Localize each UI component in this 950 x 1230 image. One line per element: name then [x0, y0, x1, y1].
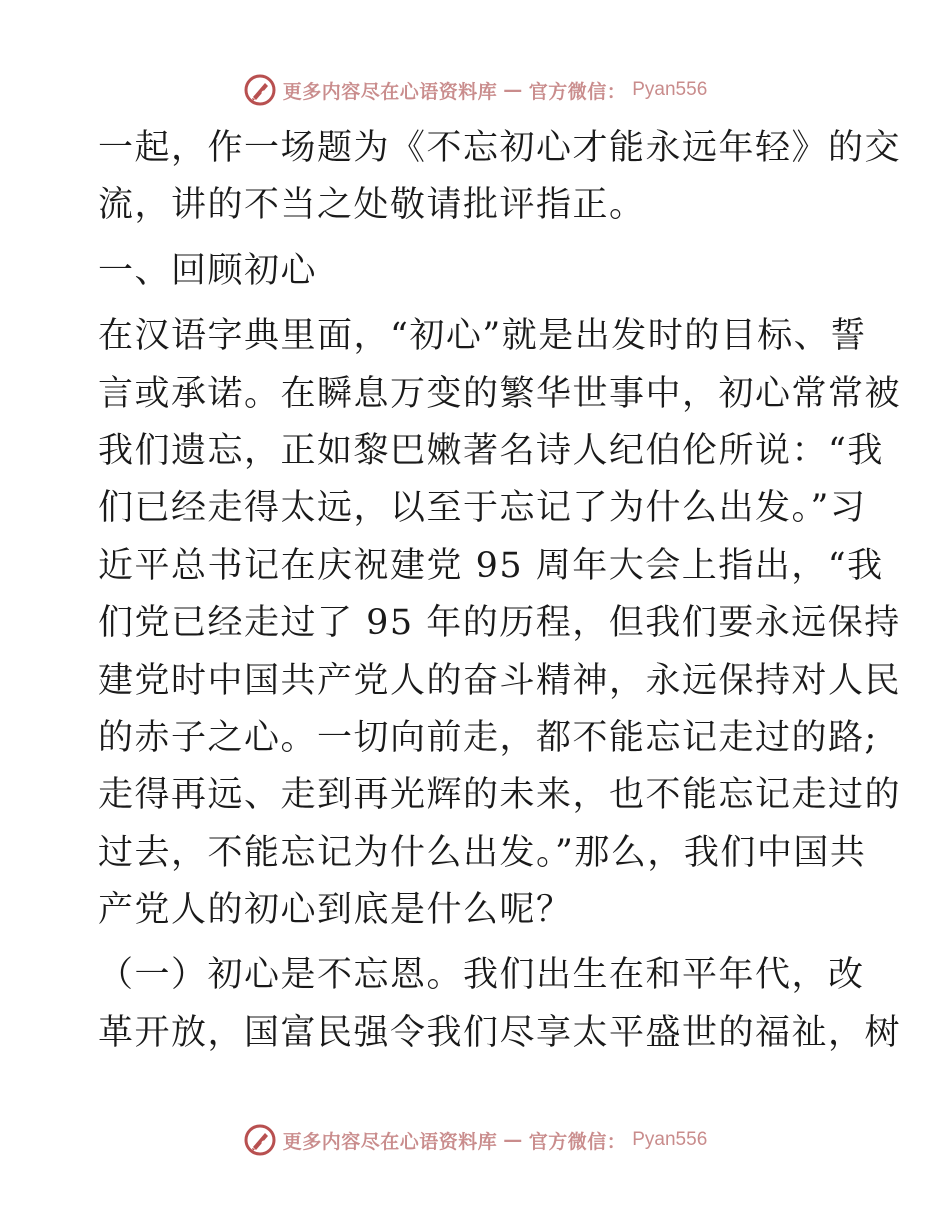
section-heading: [98, 243, 850, 300]
watermark-header: [0, 70, 950, 110]
paragraph-gratitude: [98, 947, 902, 1062]
text-line: 革开放，国富民强令我们尽享太平盛世的福祉，树: [98, 1012, 902, 1053]
pen-nib-icon: [243, 1123, 277, 1157]
watermark-text: 更多内容尽在心语资料库: [282, 1130, 498, 1153]
text-line: 言或承诺。在瞬息万变的繁华世事中，初心常常被: [98, 373, 902, 414]
text-line: 近平总书记在庆祝建党 95 周年大会上指出，“我: [98, 545, 884, 586]
text-line: 产党人的初心到底是什么呢？: [98, 890, 573, 931]
text-line: 们党已经走过了 95 年的历程，但我们要永远保持: [98, 603, 901, 644]
text-line: 们已经走得太远，以至于忘记了为什么出发。”习: [98, 488, 867, 529]
watermark-dash: —: [503, 1129, 523, 1151]
heading-line: 一、回顾初心: [98, 250, 318, 291]
text-line: 过去，不能忘记为什么出发。”那么，我们中国共: [98, 832, 867, 873]
text-line: （一）初心是不忘恩。我们出生在和平年代，改: [98, 955, 865, 996]
watermark-text: 更多内容尽在心语资料库: [282, 80, 498, 103]
pen-nib-icon: [243, 73, 277, 107]
watermark-wechat-label: 官方微信：: [528, 80, 627, 103]
text-line: 在汉语字典里面，“初心”就是出发时的目标、誓: [98, 316, 867, 357]
text-line: 的赤子之心。一切向前走，都不能忘记走过的路;: [98, 717, 878, 758]
paragraph-review: [98, 308, 902, 939]
paragraph-intro-end: [98, 120, 902, 235]
watermark-wechat-label: 官方微信：: [528, 1130, 627, 1153]
text-line: 流，讲的不当之处敬请批评指正。: [98, 185, 646, 226]
watermark-dash: —: [503, 79, 523, 101]
document-body: [98, 120, 902, 1062]
text-line: 我们遗忘，正如黎巴嫩著名诗人纪伯伦所说：“我: [98, 430, 884, 471]
watermark-footer: [0, 1120, 950, 1160]
watermark-wechat-id: Pyan556: [632, 79, 708, 100]
text-line: 走得再远、走到再光辉的未来，也不能忘记走过的: [98, 775, 902, 816]
text-line: 建党时中国共产党人的奋斗精神，永远保持对人民: [98, 660, 902, 701]
watermark-wechat-id: Pyan556: [632, 1129, 708, 1150]
text-line: 一起，作一场题为《不忘初心才能永远年轻》的交: [98, 128, 902, 168]
